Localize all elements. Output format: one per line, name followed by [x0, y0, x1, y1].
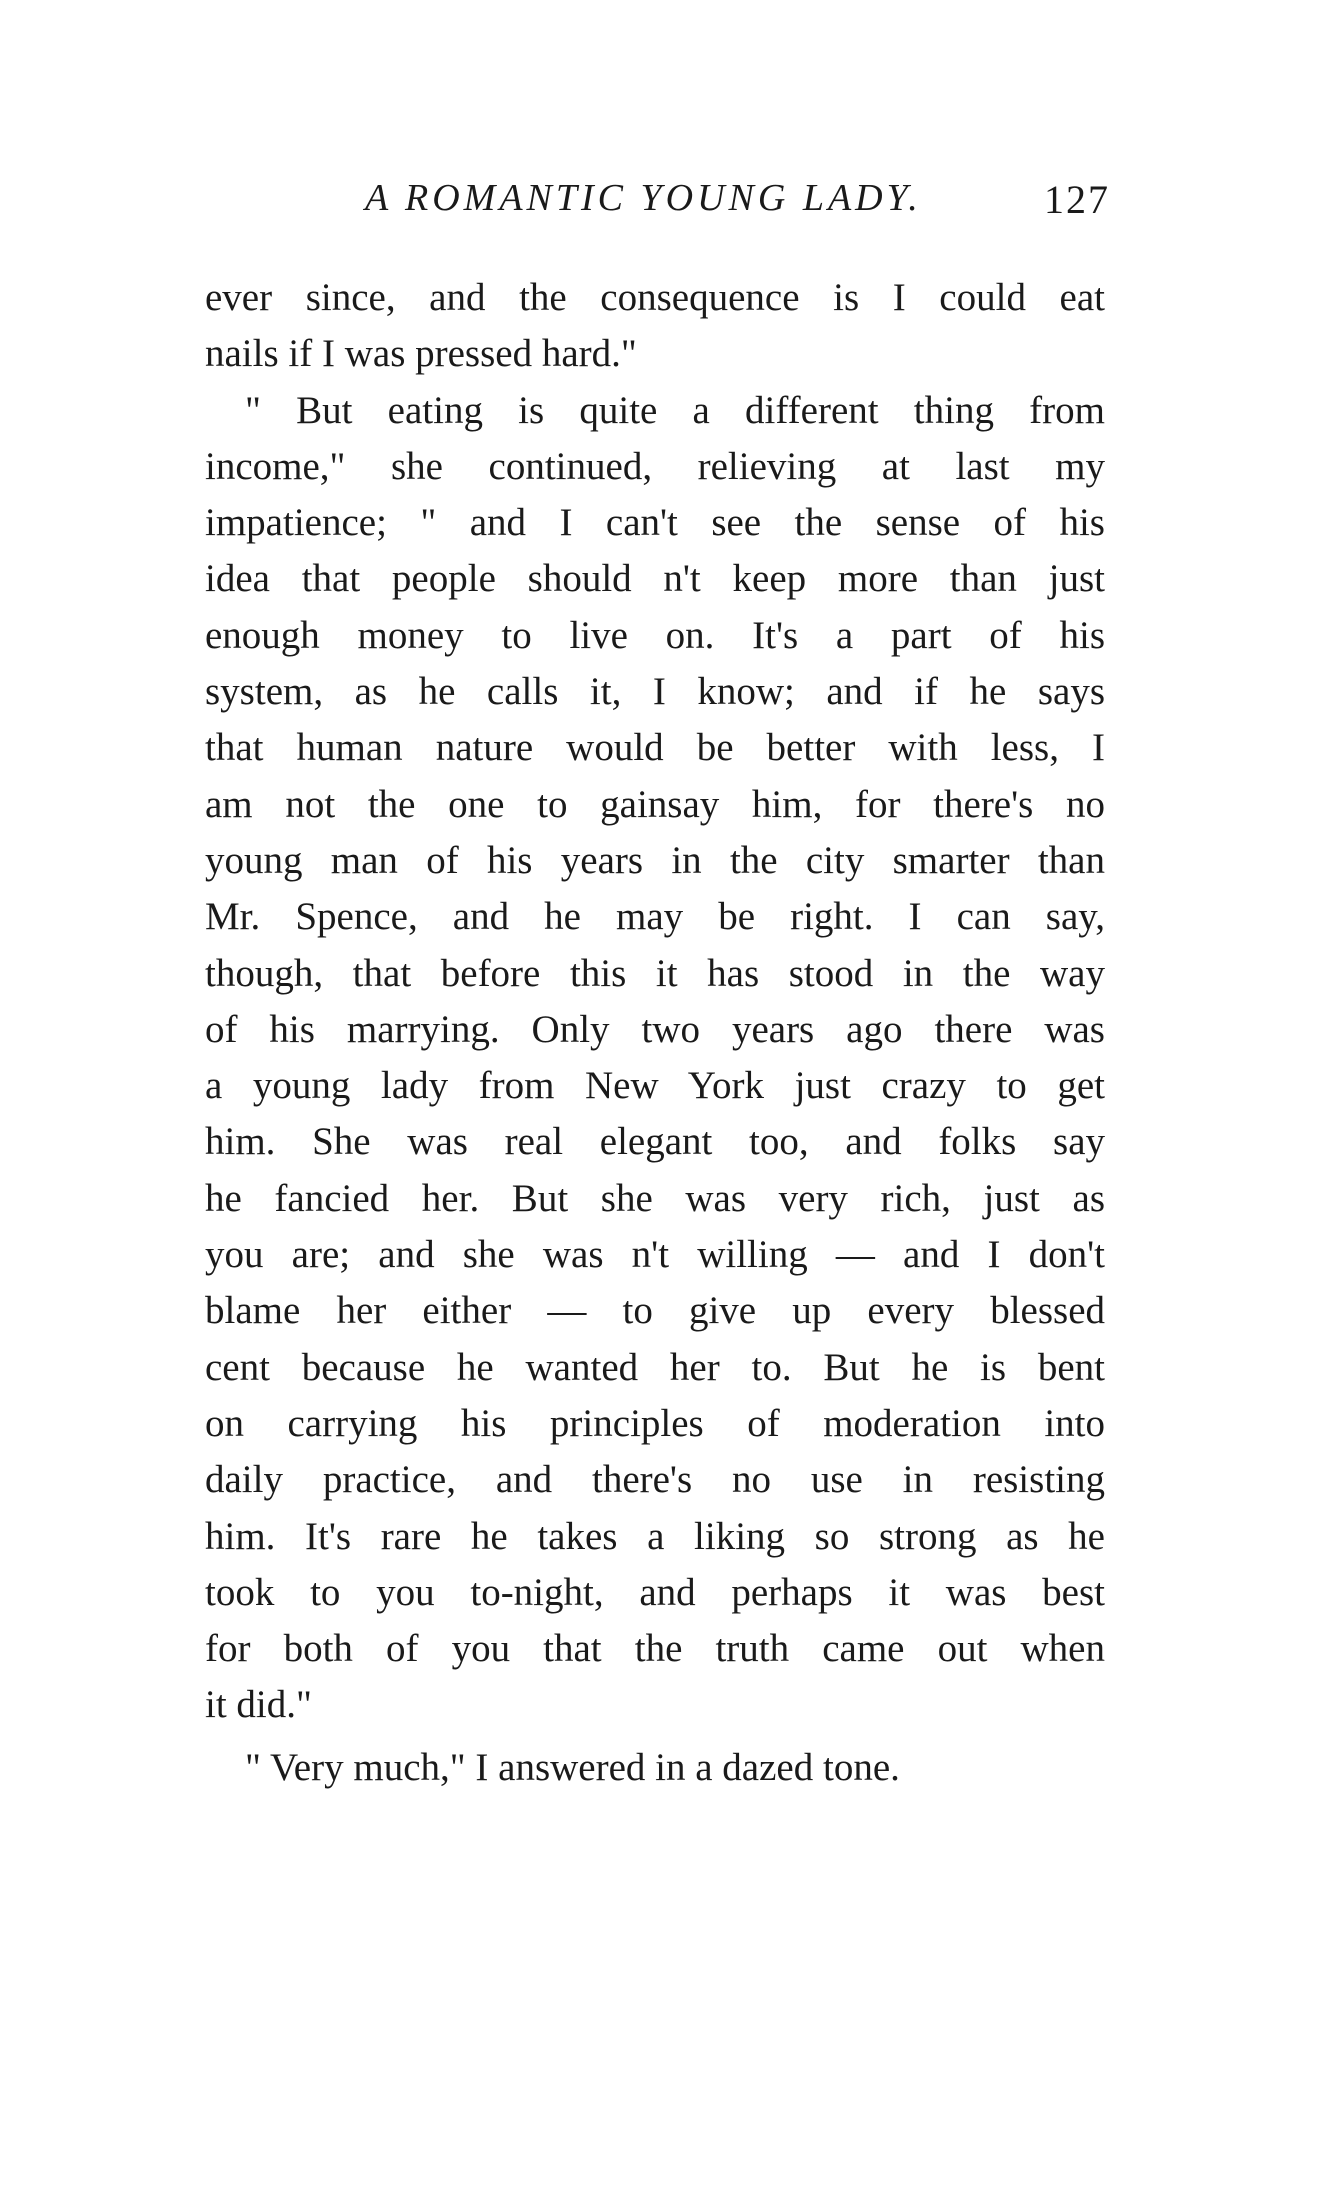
text-line: it did." [205, 1683, 312, 1727]
text-line: young man of his years in the city smarter than [205, 838, 1105, 882]
body-text [205, 270, 1105, 1796]
running-title: A ROMANTIC YOUNG LADY. [365, 177, 922, 219]
page-number: 127 [1044, 177, 1110, 222]
text-line: daily practice, and there's no use in resisting [205, 1458, 1105, 1502]
text-line: Mr. Spence, and he may be right. I can say, [205, 895, 1105, 939]
text-line: income," she continued, relieving at last my [205, 444, 1105, 488]
text-line: him. It's rare he takes a liking so strong as he [205, 1514, 1105, 1558]
text-line: nails if I was pressed hard." [205, 332, 637, 376]
text-line: blame her either — to give up every blessed [205, 1289, 1105, 1333]
text-line: though, that before this it has stood in the way [205, 951, 1105, 995]
text-line: " But eating is quite a different thing from [245, 388, 1105, 432]
text-line: cent because he wanted her to. But he is bent [205, 1345, 1105, 1389]
text-line: on carrying his principles of moderation into [205, 1401, 1105, 1445]
text-line: took to you to-night, and perhaps it was best [205, 1570, 1105, 1614]
text-line: him. She was real elegant too, and folks say [205, 1120, 1105, 1164]
text-line: idea that people should n't keep more than just [205, 557, 1105, 601]
text-line: enough money to live on. It's a part of his [205, 613, 1105, 657]
text-line: ever since, and the consequence is I could eat [205, 276, 1105, 319]
text-line: of his marrying. Only two years ago there was [205, 1007, 1105, 1051]
text-line: that human nature would be better with less, I [205, 726, 1105, 770]
text-line: system, as he calls it, I know; and if he says [205, 670, 1105, 714]
text-line: am not the one to gainsay him, for there's no [205, 782, 1105, 826]
running-head [200, 176, 1110, 236]
text-line: for both of you that the truth came out when [205, 1627, 1105, 1671]
text-line: impatience; " and I can't see the sense of his [205, 501, 1105, 545]
text-line: you are; and she was n't willing — and I don't [205, 1233, 1105, 1277]
text-line: he fancied her. But she was very rich, just as [205, 1176, 1105, 1220]
text-line: " Very much," I answered in a dazed tone. [245, 1745, 900, 1789]
text-line: a young lady from New York just crazy to get [205, 1064, 1105, 1108]
